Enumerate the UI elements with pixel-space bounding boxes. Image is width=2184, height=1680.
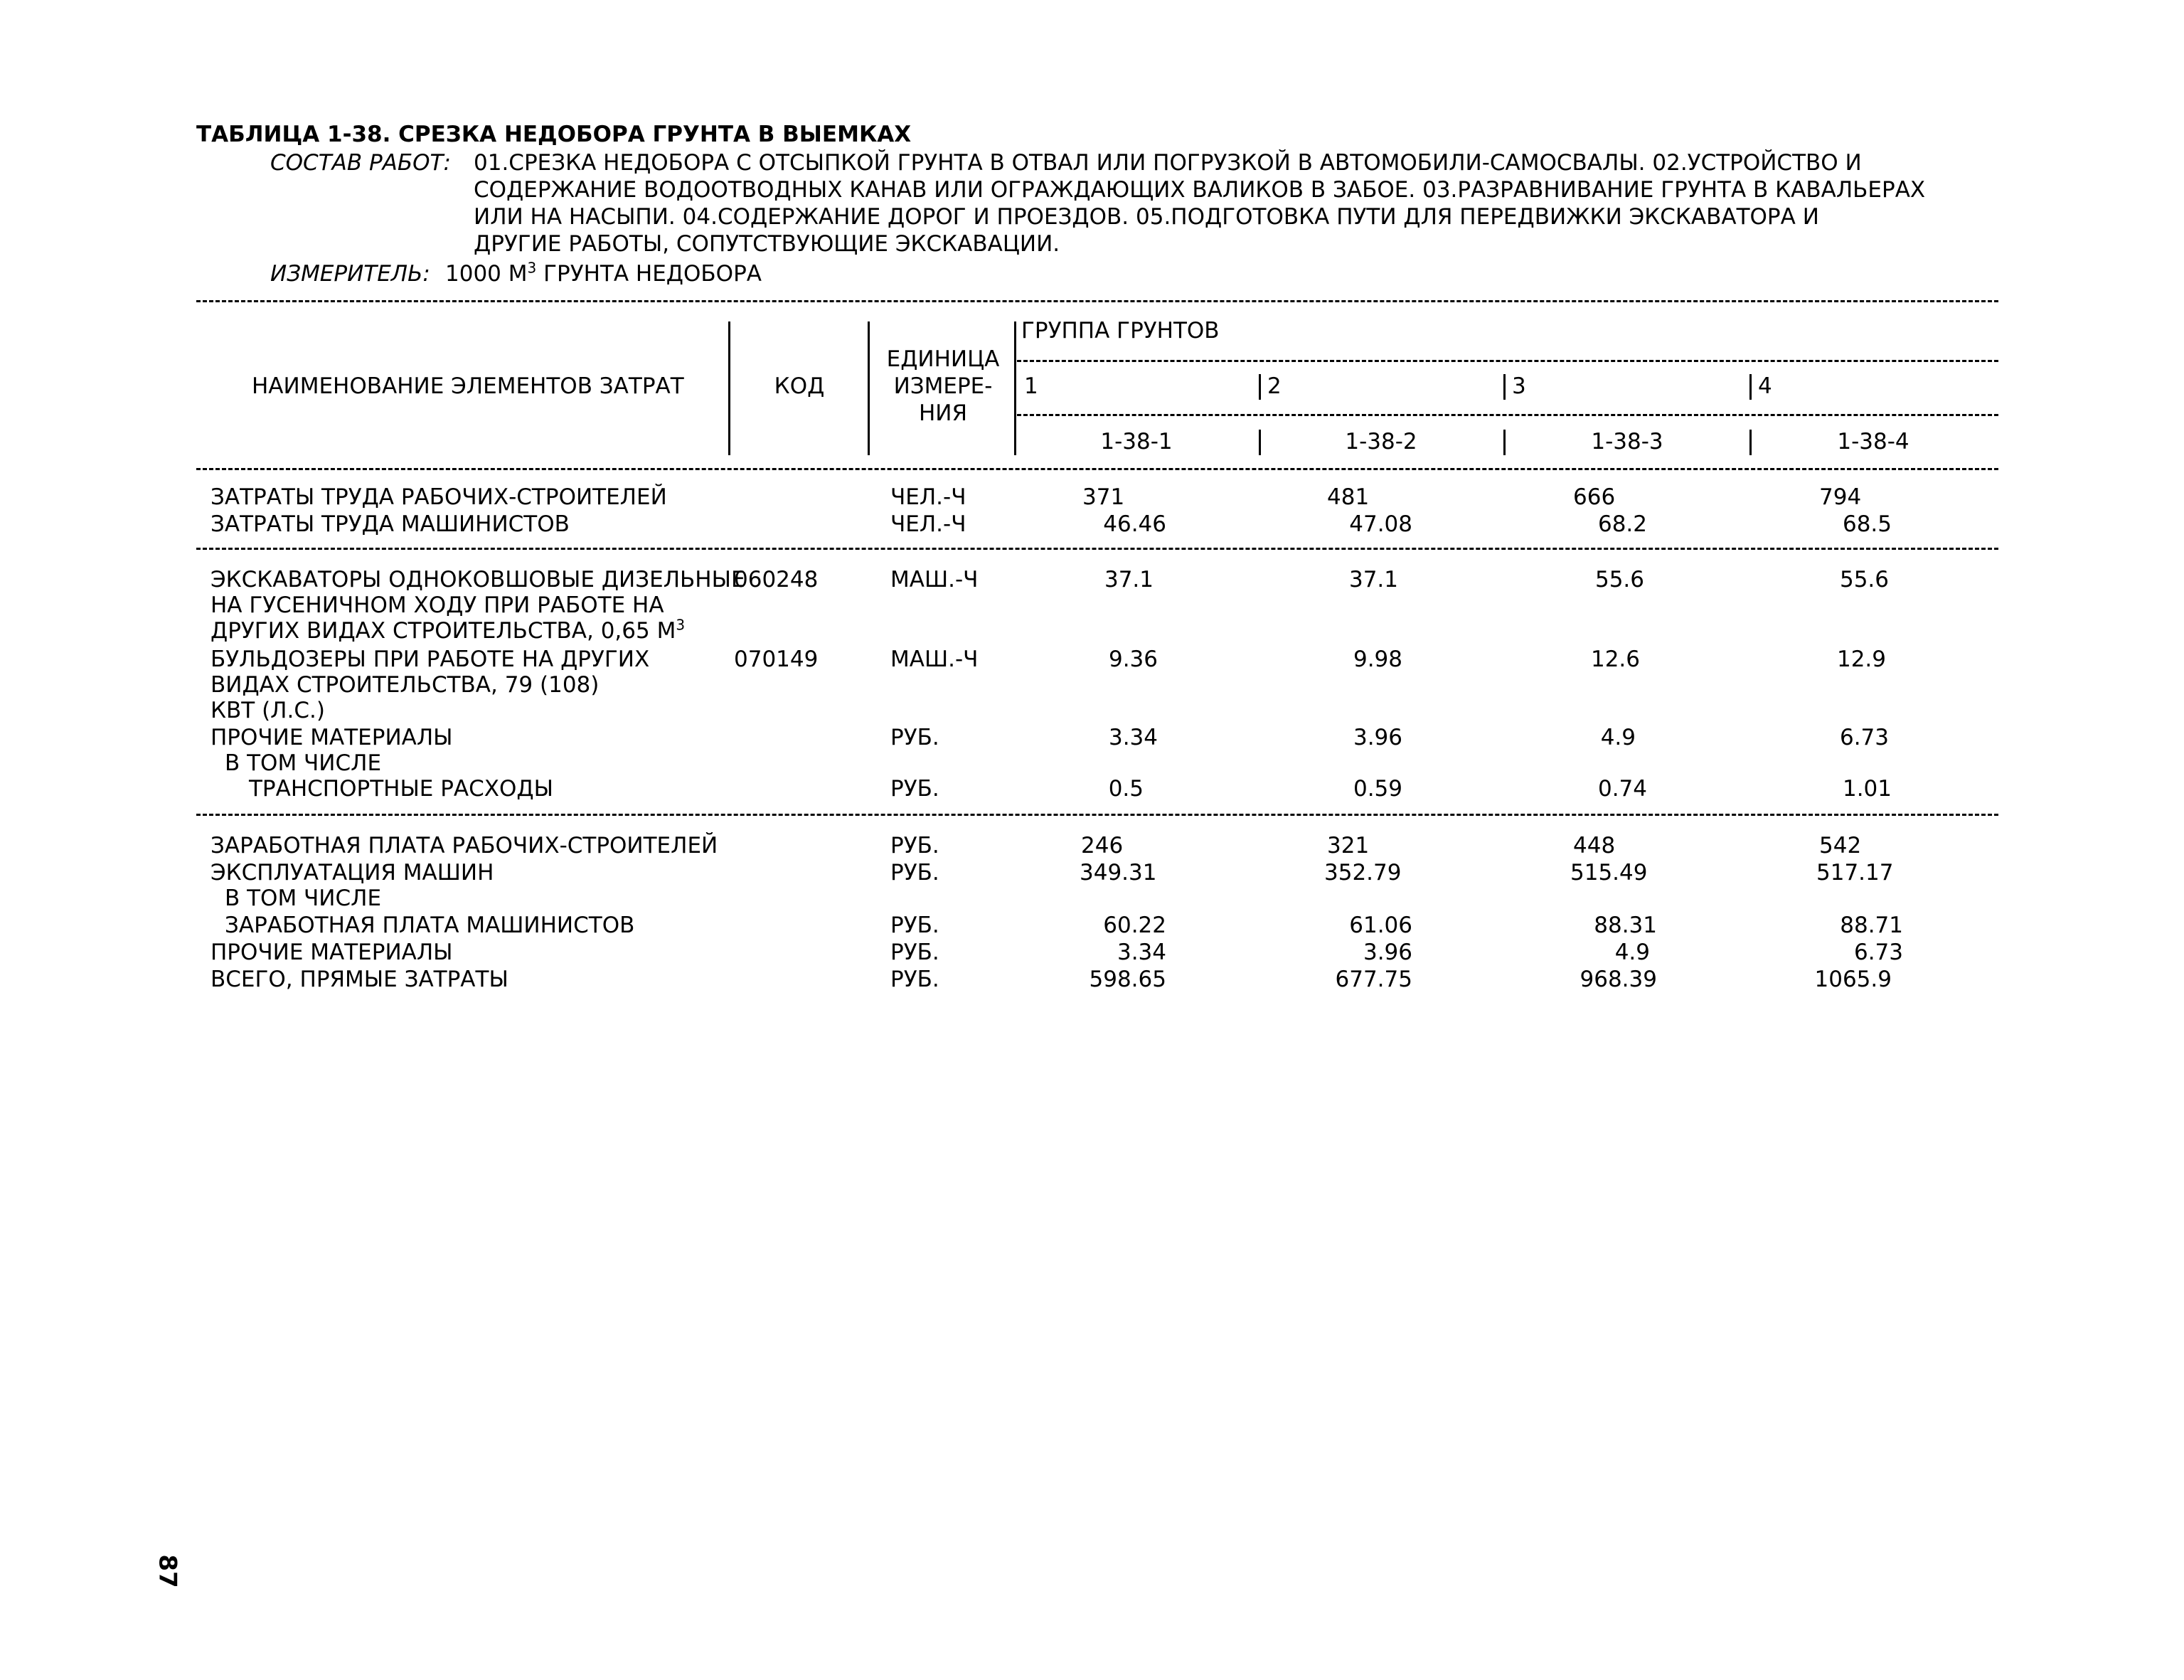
val-bulldozer-3: 12.6 xyxy=(1590,647,1640,672)
val-machines-2: 352.79 xyxy=(1324,860,1402,886)
row-materials-2: ПРОЧИЕ МАТЕРИАЛЫ xyxy=(211,940,453,965)
val-labor-workers-4: 794 xyxy=(1819,484,1862,510)
row-excavator-line-1: ЭКСКАВАТОРЫ ОДНОКОВШОВЫЕ ДИЗЕЛЬНЫЕ xyxy=(211,567,745,592)
rule-top xyxy=(196,300,1998,302)
val-materials-1: 3.34 xyxy=(1108,725,1158,750)
val-machinist-wages-1: 60.22 xyxy=(1103,913,1166,938)
val-machinist-wages-3: 88.31 xyxy=(1594,913,1657,938)
vbar-code xyxy=(728,321,730,455)
col-name-header: НАИМЕНОВАНИЕ ЭЛЕМЕНТОВ ЗАТРАТ xyxy=(252,373,684,399)
page-number: 87 xyxy=(153,1554,182,1588)
vbar-n3 xyxy=(1503,430,1506,455)
val-bulldozer-1: 9.36 xyxy=(1108,647,1158,672)
row-machinist-wages: ЗАРАБОТНАЯ ПЛАТА МАШИНИСТОВ xyxy=(225,913,635,938)
unit-machines: РУБ. xyxy=(890,860,939,886)
unit-machinist-wages: РУБ. xyxy=(890,913,939,938)
val-total-4: 1065.9 xyxy=(1814,967,1892,992)
val-wages-3: 448 xyxy=(1573,833,1616,858)
val-labor-workers-2: 481 xyxy=(1327,484,1370,510)
val-total-1: 598.65 xyxy=(1089,967,1166,992)
val-labor-machinists-1: 46.46 xyxy=(1103,511,1166,537)
row-incl-1: В ТОМ ЧИСЛЕ xyxy=(225,750,382,776)
val-transport-1: 0.5 xyxy=(1108,776,1144,802)
norm-1: 1-38-1 xyxy=(1100,429,1173,454)
row-materials: ПРОЧИЕ МАТЕРИАЛЫ xyxy=(211,725,453,750)
val-materials-2-3: 4.9 xyxy=(1614,940,1650,965)
row-excavator-line-2: НА ГУСЕНИЧНОМ ХОДУ ПРИ РАБОТЕ НА xyxy=(211,592,664,618)
vbar-unit xyxy=(868,321,870,455)
col-unit-header-3: НИЯ xyxy=(918,400,968,426)
table-title: ТАБЛИЦА 1-38. СРЕЗКА НЕДОБОРА ГРУНТА В ВЫЕМКАХ xyxy=(196,122,912,147)
izmeritel-value: 1000 $М^3$ ГРУНТА НЕДОБОРА xyxy=(445,259,762,287)
val-machines-1: 349.31 xyxy=(1080,860,1157,886)
val-materials-2: 3.96 xyxy=(1353,725,1402,750)
val-machines-3: 515.49 xyxy=(1570,860,1648,886)
vbar-g3 xyxy=(1503,374,1506,400)
vbar-n4 xyxy=(1749,430,1752,455)
unit-bulldozer: МАШ.-Ч xyxy=(890,647,979,672)
unit-materials: РУБ. xyxy=(890,725,939,750)
vbar-n2 xyxy=(1259,430,1261,455)
row-excavator-line-3: ДРУГИХ ВИДАХ СТРОИТЕЛЬСТВА, 0,65 $М^3$ xyxy=(211,616,686,644)
norm-2: 1-38-2 xyxy=(1345,429,1417,454)
col-code-header: КОД xyxy=(774,373,825,399)
sostav-line-4: ДРУГИЕ РАБОТЫ, СОПУТСТВУЮЩИЕ ЭКСКАВАЦИИ. xyxy=(474,231,1060,257)
rule-header-bottom xyxy=(196,468,1998,470)
code-bulldozer: 070149 xyxy=(734,647,819,672)
val-bulldozer-2: 9.98 xyxy=(1353,647,1402,672)
unit-excavator: МАШ.-Ч xyxy=(890,567,979,592)
sostav-line-1: 01.СРЕЗКА НЕДОБОРА С ОТСЫПКОЙ ГРУНТА В ОТВАЛ ИЛИ ПОГРУЗКОЙ В АВТОМОБИЛИ-САМОСВАЛЫ. 02.УСТРОЙСТВО И xyxy=(474,150,1862,176)
norm-3: 1-38-3 xyxy=(1591,429,1663,454)
row-labor-workers: ЗАТРАТЫ ТРУДА РАБОЧИХ-СТРОИТЕЛЕЙ xyxy=(211,484,667,510)
row-labor-machinists: ЗАТРАТЫ ТРУДА МАШИНИСТОВ xyxy=(211,511,570,537)
val-labor-machinists-2: 47.08 xyxy=(1349,511,1412,537)
group-2: 2 xyxy=(1267,373,1282,399)
unit-labor-workers: ЧЕЛ.-Ч xyxy=(890,484,966,510)
group-3: 3 xyxy=(1512,373,1526,399)
val-machines-4: 517.17 xyxy=(1816,860,1894,886)
izmeritel-label: ИЗМЕРИТЕЛЬ: xyxy=(270,261,430,287)
val-total-2: 677.75 xyxy=(1335,967,1412,992)
val-excavator-3: 55.6 xyxy=(1594,567,1644,592)
val-materials-2-4: 6.73 xyxy=(1853,940,1903,965)
val-wages-4: 542 xyxy=(1819,833,1862,858)
val-materials-2-2: 3.96 xyxy=(1363,940,1412,965)
row-machines: ЭКСПЛУАТАЦИЯ МАШИН xyxy=(211,860,494,886)
unit-total: РУБ. xyxy=(890,967,939,992)
row-bulldozer-line-2: ВИДАХ СТРОИТЕЛЬСТВА, 79 (108) xyxy=(211,672,600,698)
val-transport-2: 0.59 xyxy=(1353,776,1402,802)
val-materials-3: 4.9 xyxy=(1600,725,1636,750)
val-excavator-1: 37.1 xyxy=(1104,567,1154,592)
group-header: ГРУППА ГРУНТОВ xyxy=(1021,318,1220,344)
val-transport-4: 1.01 xyxy=(1842,776,1892,802)
val-transport-3: 0.74 xyxy=(1597,776,1647,802)
col-unit-header-1: ЕДИНИЦА xyxy=(886,346,1000,372)
val-materials-4: 6.73 xyxy=(1839,725,1889,750)
rule-group xyxy=(1017,360,1998,362)
sostav-label: СОСТАВ РАБОТ: xyxy=(270,150,451,176)
row-wages: ЗАРАБОТНАЯ ПЛАТА РАБОЧИХ-СТРОИТЕЛЕЙ xyxy=(211,833,718,858)
val-wages-2: 321 xyxy=(1327,833,1370,858)
val-machinist-wages-2: 61.06 xyxy=(1349,913,1412,938)
rule-groups xyxy=(1017,414,1998,416)
rule-section-2 xyxy=(196,814,1998,816)
row-bulldozer-line-3: КВТ (Л.С.) xyxy=(211,698,325,723)
vbar-g2 xyxy=(1259,374,1261,400)
unit-materials-2: РУБ. xyxy=(890,940,939,965)
val-total-3: 968.39 xyxy=(1580,967,1657,992)
group-4: 4 xyxy=(1758,373,1772,399)
norm-4: 1-38-4 xyxy=(1837,429,1909,454)
vbar-group xyxy=(1014,321,1016,455)
vbar-g4 xyxy=(1749,374,1752,400)
row-transport: ТРАНСПОРТНЫЕ РАСХОДЫ xyxy=(249,776,553,802)
col-unit-header-2: ИЗМЕРЕ- xyxy=(893,373,993,399)
sostav-line-3: ИЛИ НА НАСЫПИ. 04.СОДЕРЖАНИЕ ДОРОГ И ПРОЕЗДОВ. 05.ПОДГОТОВКА ПУТИ ДЛЯ ПЕРЕДВИЖКИ ЭКСКАВАТОРА И xyxy=(474,204,1819,230)
val-labor-workers-1: 371 xyxy=(1082,484,1125,510)
row-total: ВСЕГО, ПРЯМЫЕ ЗАТРАТЫ xyxy=(211,967,508,992)
val-excavator-2: 37.1 xyxy=(1348,567,1398,592)
val-materials-2-1: 3.34 xyxy=(1117,940,1166,965)
val-labor-machinists-3: 68.2 xyxy=(1597,511,1647,537)
val-machinist-wages-4: 88.71 xyxy=(1840,913,1903,938)
row-bulldozer-line-1: БУЛЬДОЗЕРЫ ПРИ РАБОТЕ НА ДРУГИХ xyxy=(211,647,650,672)
rule-section-1 xyxy=(196,548,1998,550)
sostav-line-2: СОДЕРЖАНИЕ ВОДООТВОДНЫХ КАНАВ ИЛИ ОГРАЖДАЮЩИХ ВАЛИКОВ В ЗАБОЕ. 03.РАЗРАВНИВАНИЕ ГРУНТА В КАВАЛЬЕРАХ xyxy=(474,177,1926,203)
unit-transport: РУБ. xyxy=(890,776,939,802)
val-labor-machinists-4: 68.5 xyxy=(1842,511,1892,537)
unit-wages: РУБ. xyxy=(890,833,939,858)
val-bulldozer-4: 12.9 xyxy=(1836,647,1886,672)
val-excavator-4: 55.6 xyxy=(1839,567,1889,592)
row-incl-2: В ТОМ ЧИСЛЕ xyxy=(225,886,382,911)
val-labor-workers-3: 666 xyxy=(1573,484,1616,510)
unit-labor-machinists: ЧЕЛ.-Ч xyxy=(890,511,966,537)
code-excavator: 060248 xyxy=(734,567,819,592)
group-1: 1 xyxy=(1024,373,1038,399)
val-wages-1: 246 xyxy=(1081,833,1124,858)
